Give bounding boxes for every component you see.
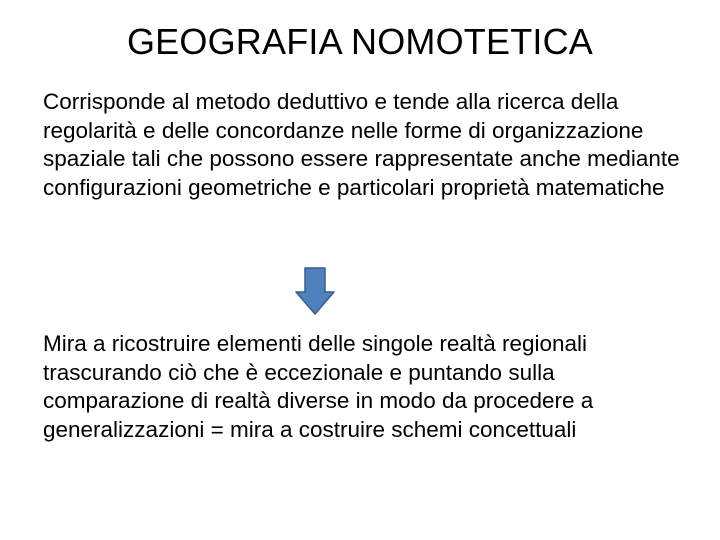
slide-title: GEOGRAFIA NOMOTETICA: [126, 21, 594, 62]
arrow-down-icon: [295, 267, 335, 315]
paragraph-regional-reconstruction: Mira a ricostruire elementi delle singole realtà regionali trascurando ciò che è eccezionale e puntando sulla comparazione di realtà diverse in modo da procedere a generalizzazioni = mira a costruire schemi concettuali: [43, 331, 594, 442]
paragraph-deductive-method: Corrisponde al metodo deduttivo e tende alla ricerca della regolarità e delle concordanze nelle forme di organizzazione spaziale tali che possono essere rappresentate anche mediante configurazioni geometriche e particolari proprietà matematiche: [43, 89, 680, 200]
